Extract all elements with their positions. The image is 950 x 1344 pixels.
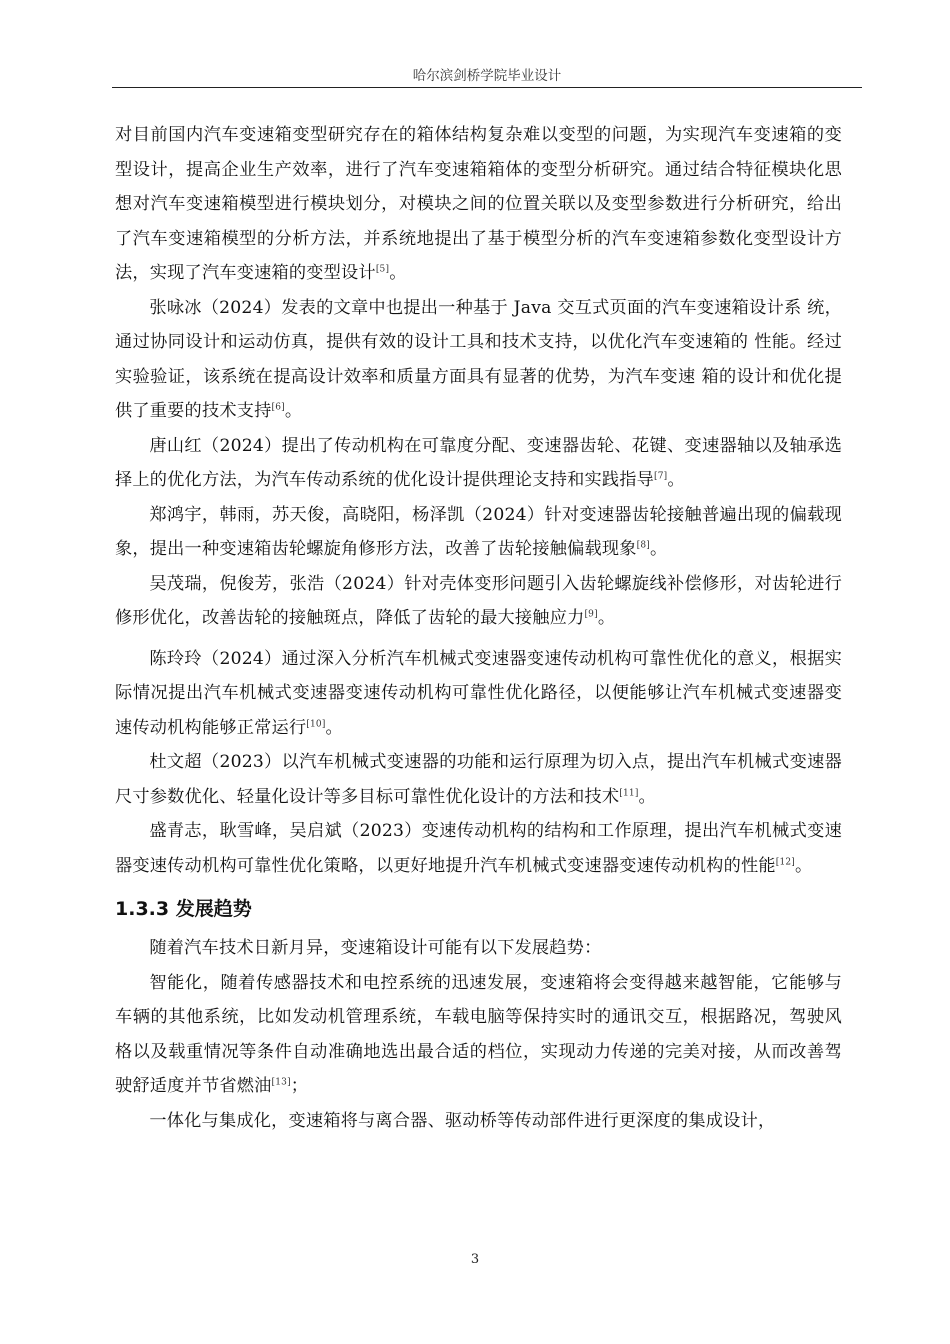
header-rule xyxy=(112,87,862,88)
running-header: 哈尔滨剑桥学院毕业设计 xyxy=(412,68,562,84)
citation: [10] xyxy=(306,718,326,729)
citation: [11] xyxy=(619,787,639,798)
section-heading: 1.3.3 发展趋势 xyxy=(115,898,252,920)
paragraph: 一体化与集成化，变速箱将与离合器、驱动桥等传动部件进行更深度的集成设计， xyxy=(149,1110,776,1131)
citation: [12] xyxy=(775,856,796,867)
paragraph: 郑鸿宇，韩雨，苏天俊，高晓阳，杨泽凯（2024）针对变速器齿轮接触普遍出现的偏载现象，提出一种变速箱齿轮螺旋角修形方法，改善了齿轮接触偏载现象[8]。 xyxy=(115,504,842,559)
paragraph: 智能化，随着传感器技术和电控系统的迅速发展，变速箱将会变得越来越智能，它能够与车辆的其他系统，比如发动机管理系统，车载电脑等保持实时的通讯交互，根据路况，驾驶风格以及载重情况等条件自动准确地选出最合适的档位，实现动力传递的完美对接，从而改善驾驶舒适度并节省燃油[13]； xyxy=(115,972,842,1096)
paragraph: 陈玲玲（2024）通过深入分析汽车机械式变速器变速传动机构可靠性优化的意义，根据实际情况提出汽车机械式变速器变速传动机构可靠性优化路径，以便能够让汽车机械式变速器变速传动机构能够正常运行[10]。 xyxy=(115,648,842,738)
paragraph: 对目前国内汽车变速箱变型研究存在的箱体结构复杂难以变型的问题，为实现汽车变速箱的变型设计，提高企业生产效率，进行了汽车变速箱箱体的变型分析研究。通过结合特征模块化思想对汽车变速箱模型进行模块划分，对模块之间的位置关联以及变型参数进行分析研究，给出了汽车变速箱模型的分析方法，并系统地提出了基于模型分析的汽车变速箱参数化变型设计方法，实现了汽车变速箱的变型设计[5]。 xyxy=(115,125,842,283)
page-body xyxy=(115,118,842,1138)
paragraph: 唐山红（2024）提出了传动机构在可靠度分配、变速器齿轮、花键、变速器轴以及轴承选择上的优化方法，为汽车传动系统的优化设计提供理论支持和实践指导[7]。 xyxy=(115,435,842,490)
paragraph: 吴茂瑞，倪俊芳，张浩（2024）针对壳体变形问题引入齿轮螺旋线补偿修形，对齿轮进行修形优化，改善齿轮的接触斑点，降低了齿轮的最大接触应力[9]。 xyxy=(115,573,842,628)
page-number: 3 xyxy=(470,1252,480,1267)
paragraph: 随着汽车技术日新月异，变速箱设计可能有以下发展趋势： xyxy=(149,938,602,958)
citation: [13] xyxy=(271,1077,291,1088)
citation: [7] xyxy=(654,471,668,482)
citation: [6] xyxy=(271,402,285,413)
citation: [9] xyxy=(584,609,598,620)
paragraph: 盛青志，耿雪峰，吴启斌（2023）变速传动机构的结构和工作原理，提出汽车机械式变速器变速传动机构可靠性优化策略，以更好地提升汽车机械式变速器变速传动机构的性能[12]。 xyxy=(115,821,842,876)
paragraph: 张咏冰（2024）发表的文章中也提出一种基于 Java 交互式页面的汽车变速箱设计系 统，通过协同设计和运动仿真，提供有效的设计工具和技术支持，以优化汽车变速箱的 性能。经过实验验证，该系统在提高设计效率和质量方面具有显著的优势，为汽车变速 箱的设计和优化提供了重要的技术支持[6]。 xyxy=(115,297,842,421)
paragraph: 杜文超（2023）以汽车机械式变速器的功能和运行原理为切入点，提出汽车机械式变速器尺寸参数优化、轻量化设计等多目标可靠性优化设计的方法和技术[11]。 xyxy=(115,752,842,807)
citation: [8] xyxy=(636,540,650,551)
citation: [5] xyxy=(375,264,390,275)
